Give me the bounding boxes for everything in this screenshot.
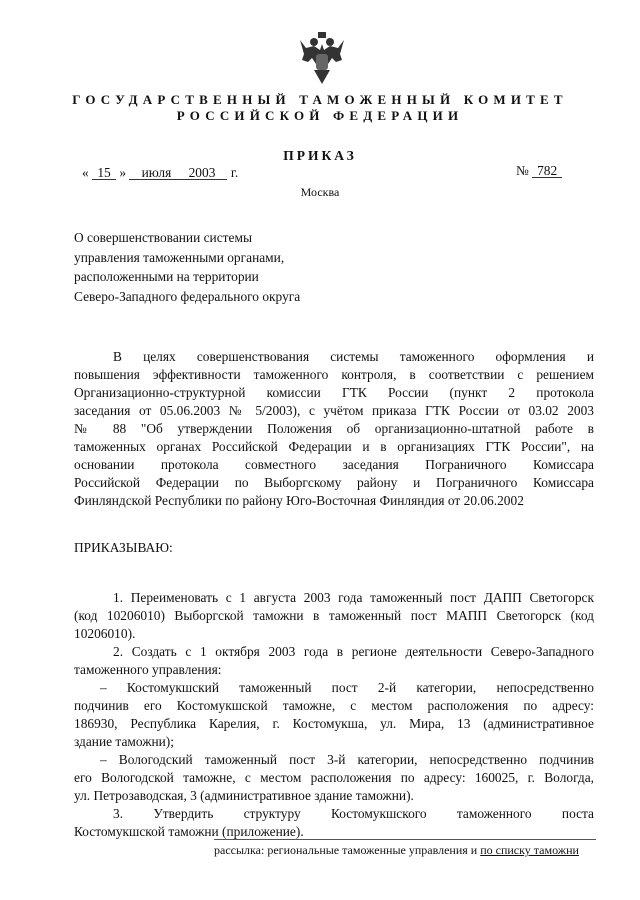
order-word: ПРИКАЗЫВАЮ: [74, 540, 173, 555]
doc-title: ПРИКАЗ [283, 148, 357, 163]
date-month: июля [141, 165, 172, 180]
preamble-line: таможенных органах Российской Федерации и в организациях ГТК России", на [74, 439, 594, 454]
subject-line: расположенными на территории [74, 269, 259, 284]
items-line: таможенного управления: [74, 662, 222, 677]
divider [214, 839, 596, 840]
preamble-line: Финляндской Республики по району Юго-Восточная Финляндия от 20.06.2002 [74, 493, 524, 508]
preamble-line: основании протокола совместного заседания Пограничного Комиссара [74, 457, 594, 472]
header-line-2: РОССИЙСКОЙ ФЕДЕРАЦИИ [176, 108, 464, 123]
quote-close: » [119, 165, 127, 180]
items-line: 186930, Республика Карелия, г. Костомукша, ул. Мира, 13 (административное [74, 716, 594, 731]
header-line-1: ГОСУДАРСТВЕННЫЙ ТАМОЖЕННЫЙ КОМИТЕТ [72, 92, 568, 107]
distribution-note [214, 843, 579, 858]
items-line: 3. Утвердить структуру Костомукшского таможенного поста [113, 806, 594, 821]
distribution-prefix: рассылка: региональные таможенные управления и [214, 843, 481, 857]
items-line: Костомукшской таможни (приложение). [74, 824, 304, 839]
number-label: № [516, 163, 529, 178]
preamble-line: повышения эффективности таможенного контроля, в соответствии с решением [74, 367, 594, 382]
items-line: 1. Переименовать с 1 августа 2003 года таможенный пост ДАПП Светогорск [113, 590, 594, 605]
items-line: – Костомукшский таможенный пост 2-й категории, непосредственно [100, 680, 594, 695]
items-line: (код 10206010) Выборгской таможни в таможенный пост МАПП Светогорск (код [74, 608, 594, 623]
items-line: ул. Петрозаводская, 3 (административное здание таможни). [74, 788, 414, 803]
distribution-list: по списку таможни [480, 843, 579, 857]
preamble-line: № 88 "Об утверждении Положения об организационно-штатной работе в [74, 421, 594, 436]
subject-line: управления таможенными органами, [74, 249, 285, 265]
coat-of-arms-emblem [298, 30, 346, 86]
preamble-line: заседания от 05.06.2003 № 5/2003), с учётом приказа ГТК России от 03.02 2003 [74, 403, 594, 418]
items-line: – Вологодский таможенный пост 3-й категории, непосредственно подчинив [100, 752, 594, 767]
subject-line: О совершенствовании системы [74, 230, 252, 245]
date-suffix: г. [230, 165, 239, 180]
preamble-line: В целях совершенствования системы таможенного оформления и [113, 349, 594, 364]
date-day: 15 [92, 166, 116, 180]
date-year: 2003 [188, 165, 216, 180]
items-line: 10206010). [74, 626, 136, 641]
quote-open: « [82, 165, 89, 180]
number-value: 782 [532, 164, 562, 178]
order-date [82, 165, 238, 181]
subject-line: Северо-Западного федерального округа [74, 288, 301, 304]
date-month-year [129, 166, 227, 180]
items-line: 2. Создать с 1 октября 2003 года в регионе деятельности Северо-Западного [113, 644, 594, 659]
items-line: его Вологодской таможне, с местом расположения по адресу: 160025, г. Вологда, [74, 770, 594, 785]
order-number [516, 163, 562, 179]
city: Москва [300, 185, 340, 199]
items-line: здание таможни); [74, 734, 174, 749]
preamble-line: Российской Федерации по Выборгскому району и Пограничного Комиссара [74, 475, 594, 490]
items-line: подчинив его Костомукшской таможне, с местом расположения по адресу: [74, 698, 594, 713]
preamble-line: Организационно-структурной комиссии ГТК России (пункт 2 протокола [74, 385, 594, 400]
